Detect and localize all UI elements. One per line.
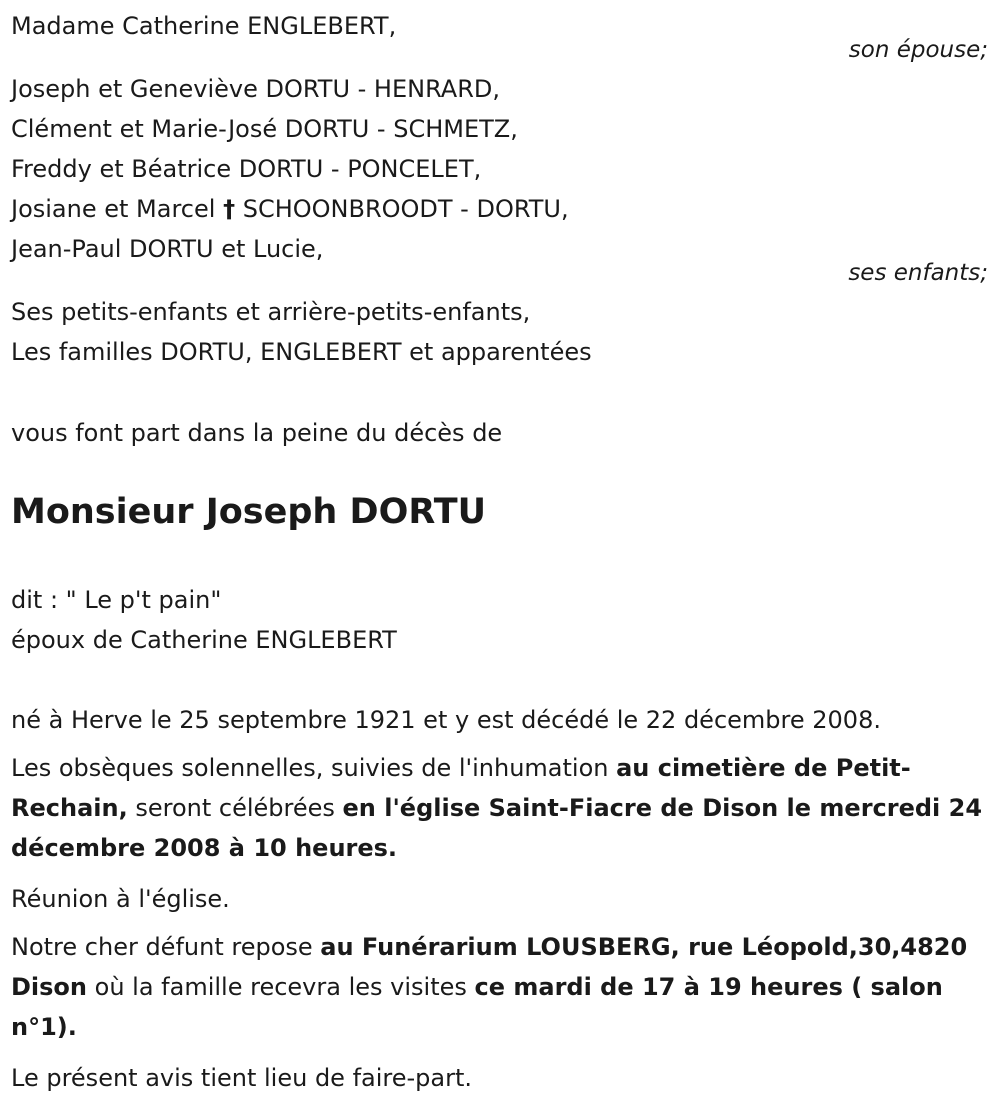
wife-line: Madame Catherine ENGLEBERT,	[11, 12, 397, 40]
child-line-1: Joseph et Geneviève DORTU - HENRARD,	[11, 75, 500, 103]
child-line-4-start: Josiane et Marcel	[11, 195, 216, 223]
visit-hours: ce mardi de 17 à 19 heures ( salon n°1).	[11, 973, 943, 1041]
child-line-4-end: SCHOONBROODT - DORTU,	[235, 195, 569, 223]
reunion-line: Réunion à l'église.	[11, 885, 230, 913]
child-line-2: Clément et Marie-José DORTU - SCHMETZ,	[11, 115, 518, 143]
child-line-5: Jean-Paul DORTU et Lucie,	[11, 235, 324, 263]
funeral-paragraph	[11, 748, 986, 868]
visit-text-2: où la famille recevra les visites	[87, 973, 475, 1001]
child-line-4	[11, 194, 569, 224]
visit-funerarium: au Funérarium LOUSBERG, rue Léopold,30,4820 Dison	[11, 933, 968, 1001]
nickname-line: dit : " Le p't pain"	[11, 586, 222, 614]
funeral-cemetery: au cimetière de Petit-Rechain,	[11, 754, 911, 822]
visit-text-1: Notre cher défunt repose	[11, 933, 321, 961]
children-role: ses enfants;	[848, 260, 988, 286]
wife-role: son épouse;	[848, 37, 988, 63]
cross-icon: †	[223, 195, 236, 223]
visit-paragraph	[11, 927, 986, 1047]
announce-line: vous font part dans la peine du décès de	[11, 419, 503, 447]
funeral-text-2: seront célébrées	[127, 794, 343, 822]
families-line: Les familles DORTU, ENGLEBERT et apparentées	[11, 338, 592, 366]
funeral-church-date: en l'église Saint-Fiacre de Dison le mercredi 24 décembre 2008 à 10 heures.	[11, 794, 983, 862]
spouse-line: époux de Catherine ENGLEBERT	[11, 626, 397, 654]
closing-line: Le présent avis tient lieu de faire-part.	[11, 1064, 473, 1092]
funeral-text-1: Les obsèques solennelles, suivies de l'inhumation	[11, 754, 617, 782]
grandchildren-line: Ses petits-enfants et arrière-petits-enfants,	[11, 298, 531, 326]
birth-death-line: né à Herve le 25 septembre 1921 et y est décédé le 22 décembre 2008.	[11, 706, 881, 734]
deceased-name: Monsieur Joseph DORTU	[11, 492, 486, 532]
child-line-3: Freddy et Béatrice DORTU - PONCELET,	[11, 155, 482, 183]
